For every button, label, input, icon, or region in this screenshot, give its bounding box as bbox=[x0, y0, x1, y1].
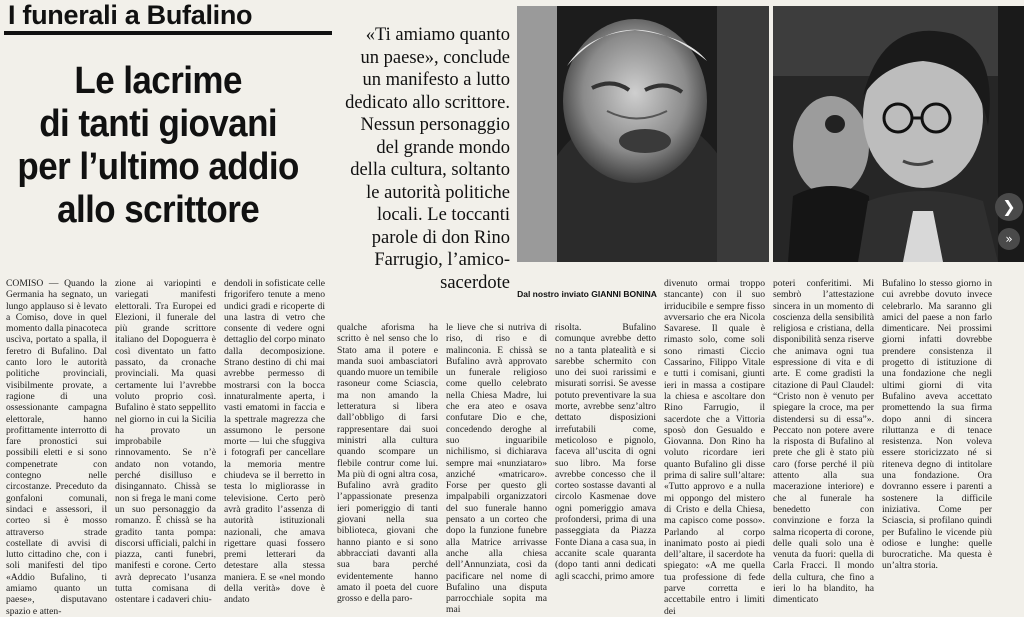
article-column bbox=[337, 322, 438, 605]
column-text: risolta. Bufalino comunque avrebbe detto no a tanta platealità e si sarebbe schermito con uno dei suoi rarissimi e misurati sorrisi. Se avesse potuto preventivare la sua morte, avrebbe senz’altro dettato disposizioni irrefutabili come, meticoloso e pignolo, faceva all’uscita di ogni suo libro. Ma forse avrebbe concesso che il corteo sostasse davanti al circolo Kasmenae dove ogni pomeriggio amava profondersi, prima di una passeggiata da Piazza Fonte Diana a casa sua, in accanite scale quaranta (dopo tanti anni dedicati agli scacchi, primo amore bbox=[555, 322, 656, 582]
article-column bbox=[555, 322, 656, 582]
summary-line: Nessun personaggio bbox=[360, 115, 510, 135]
column-text: qualche aforisma ha scritto è nel senso che lo Stato ama il potere e manda suoi ambasciatori quando muore un temibile rasoneur come Sciascia, ma non amando la letteratura si libera dall’obbligo di farsi rappresentare dai suoi ministri alla cultura quando scompare un flebile contrur come lui. Ma più di ogni altra cosa, Bufalino avrà gradito l’appassionate presenza ieri pomeriggio di tanti giovani nella sua biblioteca, giovani che hanno pianto e si sono abbracciati davanti alla sua bara perché evidentemente hanno amato il poeta del cuore grosso e della paro- bbox=[337, 322, 438, 605]
chevron-right-icon[interactable]: ❯ bbox=[995, 193, 1023, 221]
headline-line: allo scrittore bbox=[57, 189, 260, 231]
column-text: COMISO — Quando la Germania ha segnato, un lungo applauso si è levato a Comiso, dove in quel momento dalla pinacoteca uscìva, portato a spalla, il feretro di Bufalino. Dal canto loro le autorità politiche provinciali, visibilmente provate, a ragione di una ossessionante campagna elettorale, hanno profittamente interrotto di fare pronostici sui possibili eletti e si sono compenetrate con contegno nelle circostanze. Preceduto da gonfaloni comunali, sindaci e assessori, il corteo si è mosso attraverso strade costellate di avvisi di lutto cittadino che, con i soli manifesti del tipo «Addio Bufalino, ti amiamo quanto un paese», disputavano spazio e atten- bbox=[6, 278, 107, 617]
summary-line: un manifesto a lutto bbox=[362, 70, 510, 90]
summary-line: «Ti amiamo quanto bbox=[365, 25, 510, 45]
kicker-rule bbox=[4, 31, 332, 35]
section-kicker: I funerali a Bufalino bbox=[8, 0, 253, 30]
summary-line: Farrugio, l’amico- bbox=[374, 250, 510, 270]
column-text: poteri conferitimi. Mi sembrò l’attestazione sincera in un momento di coscienza della sensibilità religiosa e cristiana, della disponibilità senza riserve che animava ogni tua espressione di vita e di arte. E come gradisti la citazione di Paul Claudel: “Cristo non è venuto per spiegare la croce, ma per distendersi su di essa”». Peccato non potere avere la risposta di Bufalino al prete che gli è stato più caro (forse perché il più attento alla sua macerazione interiore) e che al funerale ha benedetto con convinzione e forza la salma ricoperta di corone, delle quali solo una è venuta da fuori: quella di Carla Fracci. Il mondo della cultura, che fino a ieri lo ha blandito, ha dimenticato bbox=[773, 278, 874, 606]
headline-line: di tanti giovani bbox=[39, 103, 278, 145]
headline bbox=[10, 60, 306, 232]
article-column bbox=[6, 278, 107, 617]
article-column bbox=[773, 278, 874, 606]
headline-line: Le lacrime bbox=[74, 60, 242, 102]
summary-blurb bbox=[342, 24, 510, 294]
article-column bbox=[446, 322, 547, 616]
article-column bbox=[115, 278, 216, 606]
summary-line: della cultura, soltanto bbox=[350, 160, 510, 180]
summary-line: del grande mondo bbox=[376, 137, 510, 158]
summary-line: dedicato allo scrittore. bbox=[345, 92, 510, 113]
summary-line: parole di don Rino bbox=[371, 227, 510, 248]
photo-mourner-elderly bbox=[517, 6, 769, 262]
column-text: dendoli in sofisticate celle frigorifero tenute a meno undici gradi e ricoperte di una lastra di vetro che consente di vedere ogni dettaglio del corpo minato dalla decomposizione. Strano destino di chi mai avrebbe permesso di mostrarsi con la bocca innaturalmente aperta, i vasti ematomi in faccia e la spettrale magrezza che assumono le persone morte — lui che sfuggiva i fotografi per cancellare la memoria mentre chiudeva se il berretto in testa lo migliorasse in televisione. Certo però avrà gradito l’assenza di autorità istituzionali nazionali, che amava rigettare quasi fossero premi letterari da detestare alla stessa maniera. E se «nel mondo della verità» dove è andato bbox=[224, 278, 325, 606]
photo-mourners-women bbox=[773, 6, 1024, 262]
column-text: divenuto ormai troppo stancante) con il suo irriducibile e sempre fisso avversario che era Nicola Savarese. Il quale è rimasto solo, come soli sono rimasti Ciccio Cassarino, Filippo Vitale e tutti i comisani, giunti ieri in massa a costipare la chiesa e ascoltare don Rino Farrugio, il sacerdote che a Vittoria sposò don Gesualdo e Giovanna. Don Rino ha voluto ricordare ieri quanto Bufalino gli disse prima di salire sull’altare: «Tutto approvo e a nulla mi oppongo del mistero di Cristo e della Chiesa, ma capisco come posso». Parlando al corpo inanimato posto ai piedi dell’altare, il sacerdote ha spiegato: «A me quella tua professione di fede parve corretta e accettabile entro i limiti dei bbox=[664, 278, 765, 617]
double-chevron-right-icon[interactable]: » bbox=[998, 228, 1020, 250]
byline: Dal nostro inviato GIANNI BONINA bbox=[517, 289, 657, 299]
summary-line: un paese», conclude bbox=[360, 47, 510, 68]
article-column bbox=[224, 278, 325, 606]
summary-line: sacerdote bbox=[440, 272, 510, 293]
headline-line: per l’ultimo addio bbox=[17, 146, 299, 188]
column-text: Bufalino lo stesso giorno in cui avrebbe dovuto invece celebrarlo. Ma saranno gli amici del paese a non farlo dimenticare. Nei prossimi giorni infatti dovrebbe prendere consistenza il progetto di istituzione di una fondazione che negli ultimi giorni di vita Bufalino aveva accettato promettendo la sua firma dopo anni di sincera riluttanza e di tenace resistenza. Non voleva essere storicizzato né si riteneva degno di intitolare una fondazione. Ora dovranno essere i parenti a sostenere la difficile iniziativa. Come per Sciascia, si profilano quindi per Bufalino le vicende più odiose e lunghe: quelle burocratiche. Ma questa è un’altra storia. bbox=[882, 278, 992, 572]
column-text: le lieve che si nutriva di riso, di riso e di malinconia. E chissà se Bufalino avrà approvato un funerale religioso come quello celebrato nella Chiesa Madre, lui che era ateo e osava confutare Dio e che, concedendo deroghe al suo inguaribile nichilismo, si dichiarava sempre mai «nunziataro» anziché «matricaro». Forse per questo gli impalpabili organizzatori del suo funerale hanno pensato a un corteo che dopo la funzione funebre alla Matrice arrivasse anche alla chiesa dell’Annunziata, così da pacificare nel nome di Bufalino una disputa parrocchiale sopita ma mai bbox=[446, 322, 547, 616]
article-column bbox=[882, 278, 992, 572]
column-text: zione ai variopinti e variegati manifesti elettorali. Tra Europei ed Elezioni, il funerale del più grande scrittore italiano del Dopoguerra è così diventato un fatto passato, da cronache provinciali. Ma quasi certamente lui l’avrebbe voluto proprio così. Bufalino è stato seppellito nel giorno in cui la Sicilia ha provato un improbabile rinnovamento. Se n’è andato non votando, perché disilluso e disingannato. Chissà se non si frega le mani come un suo personaggio da romanzo. È chissà se ha gradito tanta pompa: discorsi ufficiali, palchi in piazza, canti funebri, manifesti e corone. Certo avrà deprecato l’usanza tutta comisana di ostentare i cadaveri chiu- bbox=[115, 278, 216, 606]
summary-line: locali. Le toccanti bbox=[376, 205, 510, 225]
summary-line: le autorità politiche bbox=[366, 182, 510, 203]
article-column bbox=[664, 278, 765, 617]
